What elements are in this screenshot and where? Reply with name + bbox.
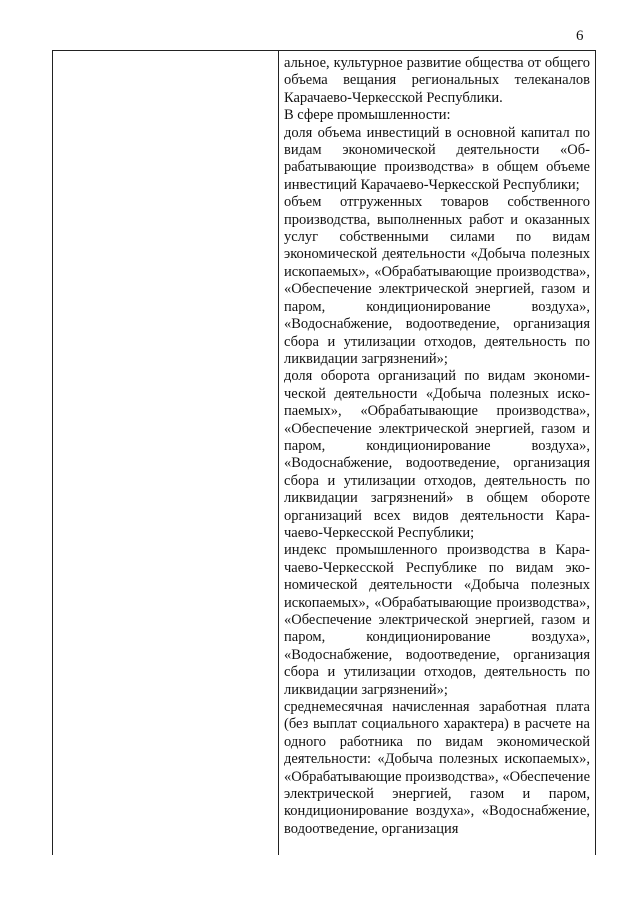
paragraph-intro-continuation: альное, культурное развитие общества от общего объема вещания региональных телеканалов Карачаево-Черкесской Республики.: [284, 55, 590, 106]
section-heading-industry: В сфере промышленности:: [284, 107, 451, 124]
page-number: 6: [576, 28, 584, 44]
table-left-cell: [53, 51, 278, 855]
table-right-cell: [284, 55, 590, 838]
column-divider: [278, 51, 279, 855]
document-table: [52, 50, 596, 855]
indicator-turnover-share: доля оборота организаций по видам экономической деятельности «Добыча полезных ископаемых», «Обрабатывающие производства», «Обеспечение электрической энергией, газом и паром, кондиционирование воздуха», «Водоснабжение, водоотведение, организация сбора и утилизации отходов, деятельность по ликвидации загрязнений» в общем обороте организаций всех видов деятельности Карачаево-Черкесской Республики;: [284, 368, 590, 541]
indicator-investment-share: доля объема инвестиций в основной капитал по видам экономической деятельности «Обрабатывающие производства» в общем объеме инвестиций Карачаево-Черкесской Республики;: [284, 124, 590, 193]
indicator-shipped-goods-volume: объем отгруженных товаров собственного производства, выполненных работ и оказанных услуг собственными силами по видам экономической деятельности «Добыча полезных ископаемых», «Обрабатывающие производства», «Обеспечение электрической энергией, газом и паром, кондиционирование воздуха», «Водоснабжение, водоотведение, организация сбора и утилизации отходов, деятельность по ликвидации загрязнений»;: [284, 194, 590, 367]
indicator-average-monthly-wage: среднемесячная начисленная заработная плата (без выплат социального характера) в расчете на одного работника по видам экономической деятельности: «Добыча полезных ископаемых», «Обрабатывающие производства», «Обеспечение электрической энергией, газом и паром, кондиционирование воздуха», «Водоснабжение, водоотведение, организация: [284, 699, 590, 837]
indicator-industrial-production-index: индекс промышленного производства в Карачаево-Черкесской Республике по видам экономической деятельности «Добыча полезных ископаемых», «Обрабатывающие производства», «Обеспечение электрической энергией, газом и паром, кондиционирование воздуха», «Водоснабжение, водоотведение, организация сбора и утилизации отходов, деятельность по ликвидации загрязнений»;: [284, 542, 590, 698]
